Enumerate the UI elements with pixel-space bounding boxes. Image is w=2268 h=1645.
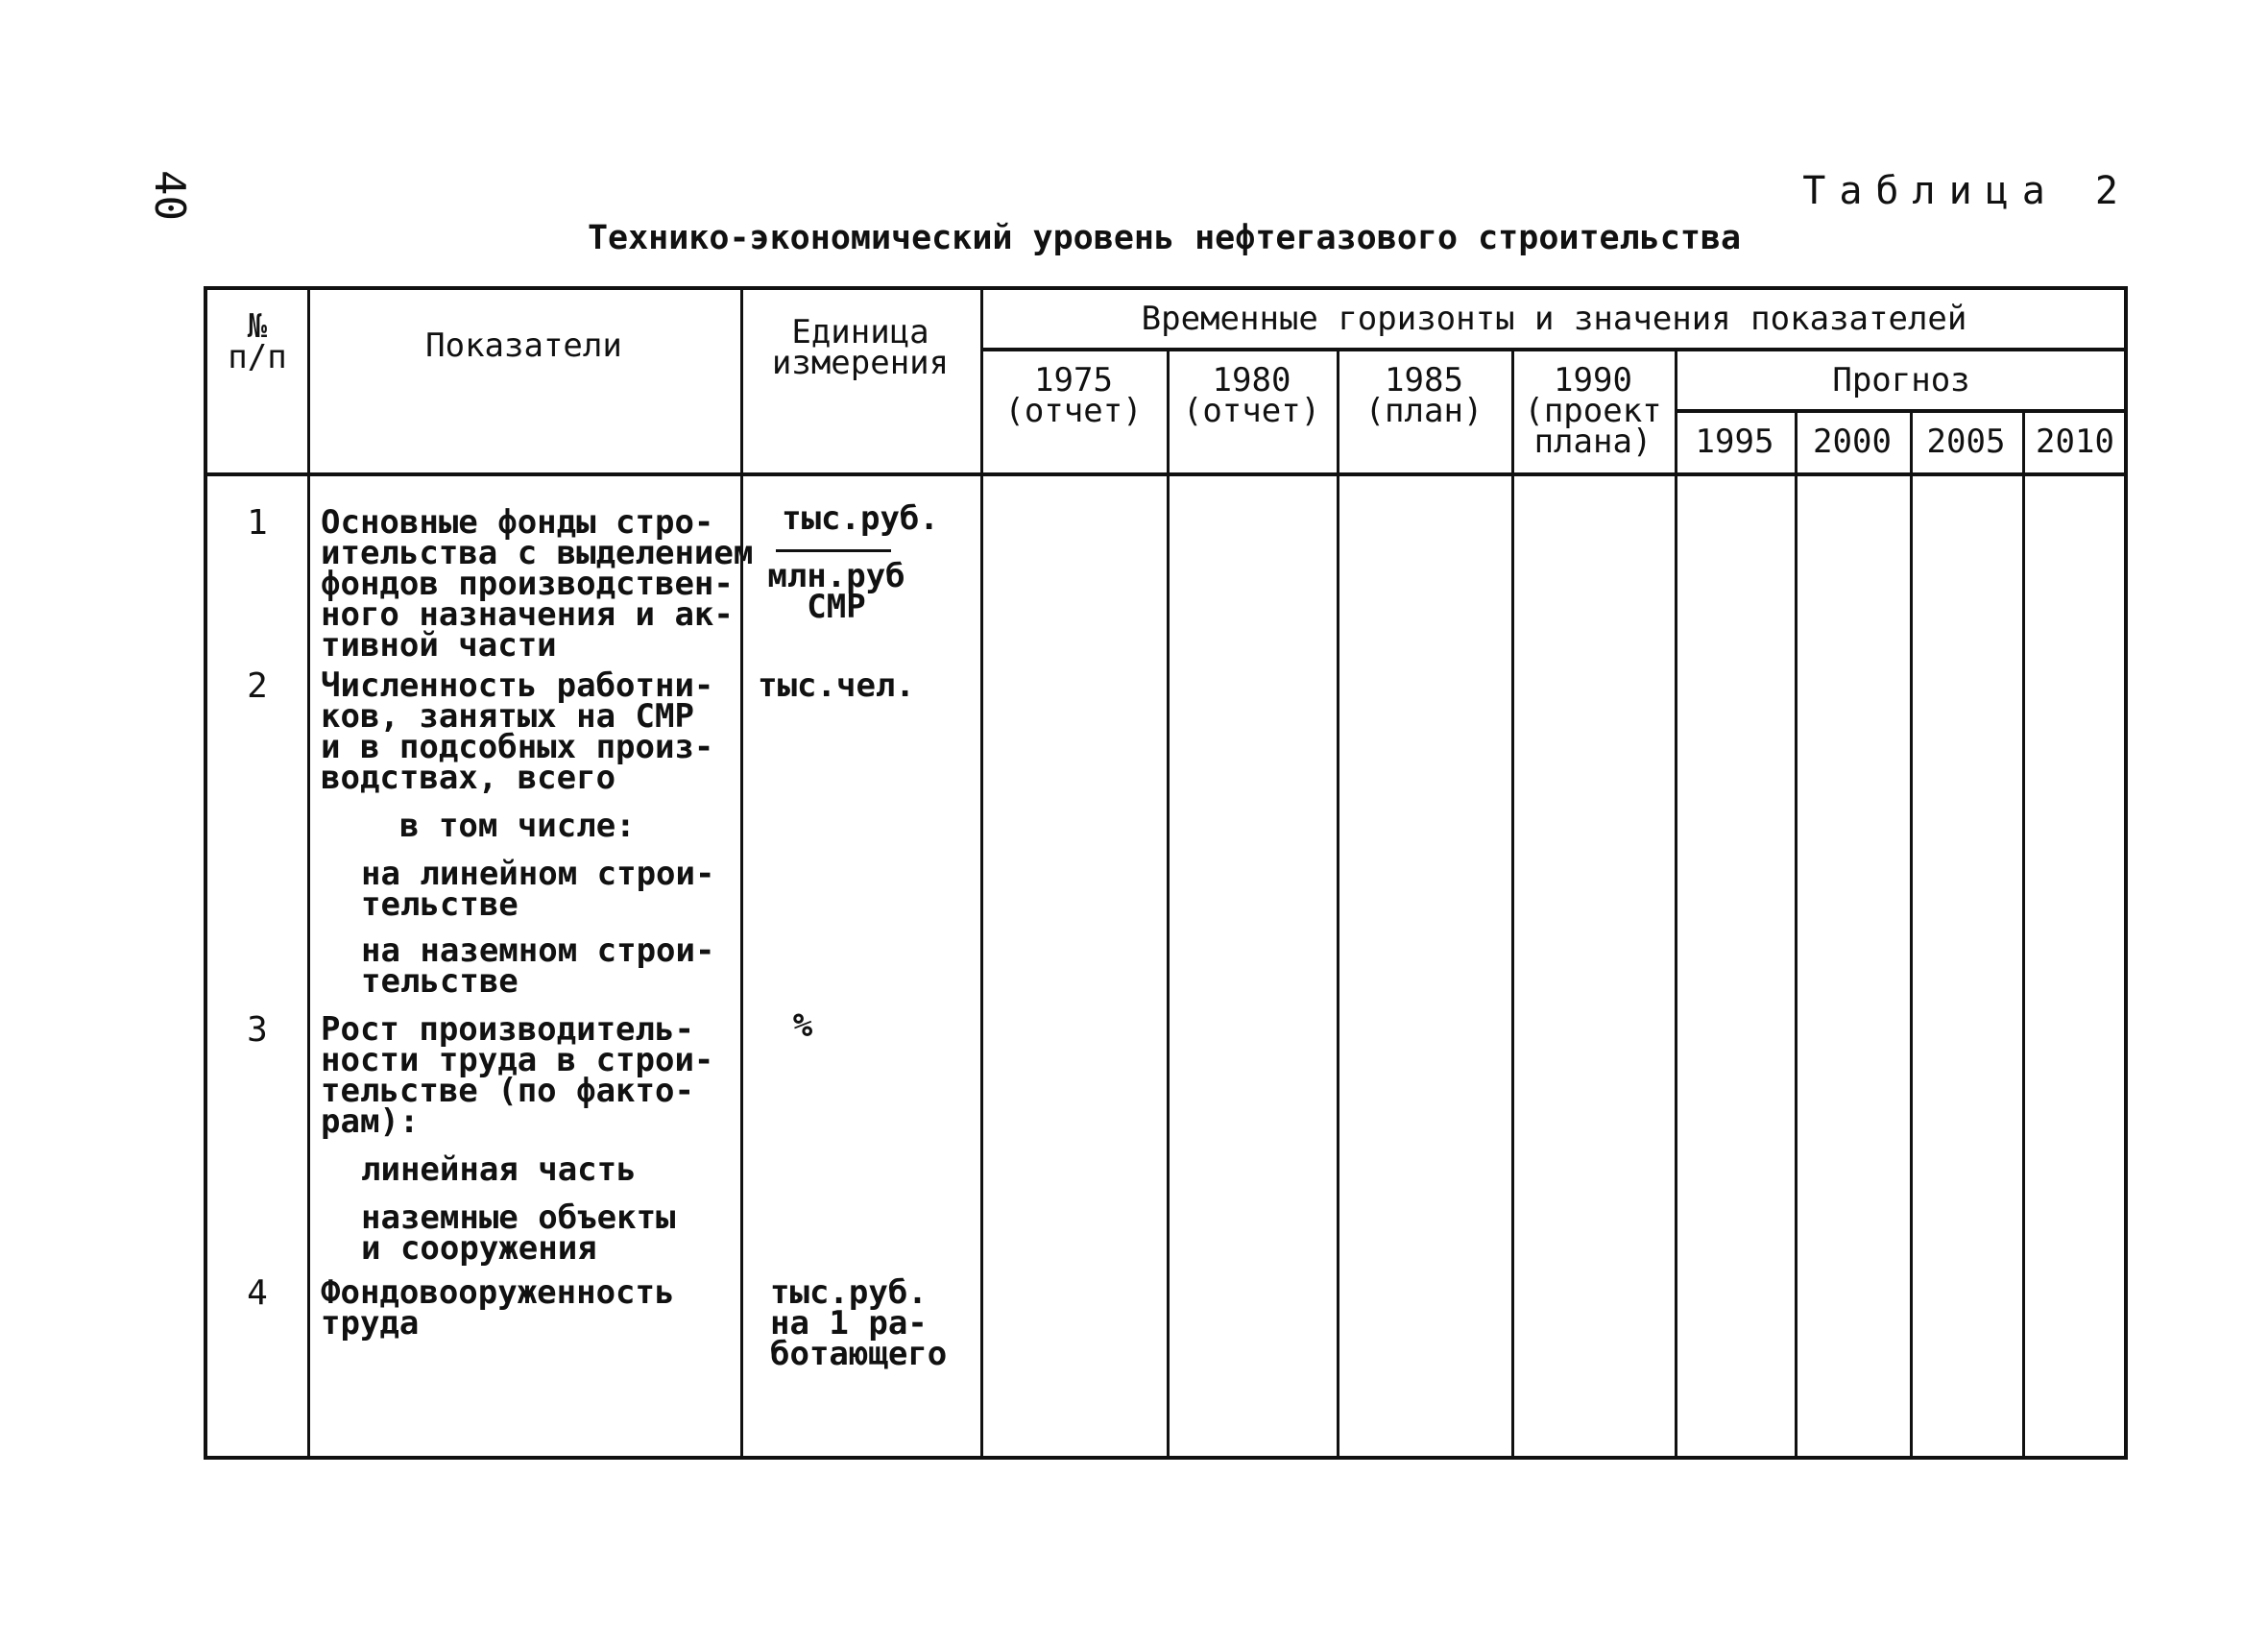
row-number: 2 (247, 666, 268, 706)
header-indicator: Показатели (425, 327, 622, 365)
row-unit: тыс.руб. на 1 ра- ботающего (770, 1273, 948, 1373)
header-horizons: Временные горизонты и значения показателей (1141, 300, 1967, 338)
header-year-1980: 1980 (отчет) (1182, 361, 1321, 430)
header-forecast-2010: 2010 (2036, 423, 2114, 461)
header-forecast-2005: 2005 (1926, 423, 2006, 461)
row-number: 3 (247, 1010, 268, 1050)
row-unit: тыс.руб. (782, 499, 939, 538)
header-forecast-1995: 1995 (1695, 423, 1774, 461)
table-label: Таблица 2 (1802, 169, 2132, 213)
row-unit: тыс.чел. (758, 666, 915, 705)
header-year-1975: 1975 (отчет) (1004, 361, 1143, 430)
header-unit: Единица измерения (771, 313, 950, 382)
row-number: 4 (247, 1273, 268, 1313)
row-indicator: Рост производитель- ности труда в строи- тельстве (по факто- рам): (321, 1010, 714, 1141)
unit-divider (776, 549, 891, 552)
header-number: № п/п (228, 307, 287, 376)
row-indicator: Основные фонды стро- ительства с выделением фондов производствен- ного назначения и ак- тивной части (321, 503, 754, 665)
row-indicator: на наземном строи- тельстве (361, 931, 715, 1001)
row-indicator: в том числе: (399, 807, 636, 845)
row-indicator: наземные объекты и сооружения (361, 1198, 676, 1268)
header-forecast-2000: 2000 (1813, 423, 1892, 461)
page-number: 40 (144, 170, 194, 221)
row-indicator: Численность работни- ков, занятых на СМР и в подсобных произ- водствах, всего (321, 666, 714, 797)
row-indicator: линейная часть (361, 1150, 637, 1189)
row-unit: % (792, 1006, 813, 1045)
row-unit-alt: млн.руб СМР (767, 557, 905, 626)
row-number: 1 (247, 503, 268, 543)
data-table (204, 286, 2128, 1460)
header-year-1990: 1990 (проект плана) (1524, 361, 1662, 461)
row-indicator: на линейном строи- тельстве (361, 855, 715, 924)
row-indicator: Фондовооруженность труда (321, 1273, 675, 1343)
header-year-1985: 1985 (план) (1364, 361, 1484, 430)
header-forecast: Прогноз (1832, 361, 1970, 399)
table-title: Технико-экономический уровень нефтегазового строительства (587, 219, 1742, 257)
